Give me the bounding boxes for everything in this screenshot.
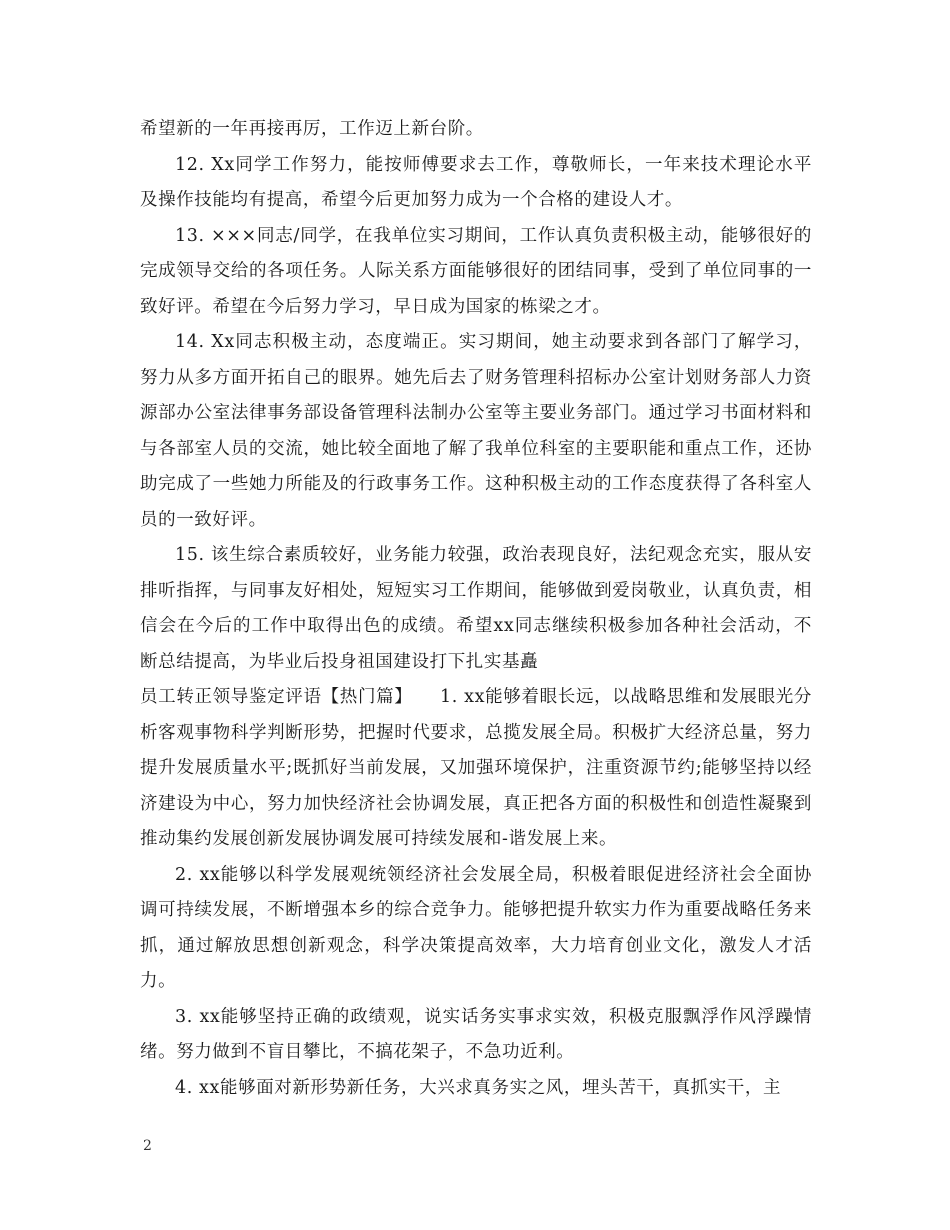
- paragraph-item-15: 15. 该生综合素质较好，业务能力较强，政治表现良好，法纪观念充实，服从安排听指挥，与同事友好相处，短短实习工作期间，能够做到爱岗敬业，认真负责，相信会在今后的工作中取得出色的成绩。希望xx同志继续积极参加各种社会活动，不断总结提高，为毕业后投身祖国建设打下扎实基矗: [140, 545, 812, 672]
- paragraph-item-2: 2. xx能够以科学发展观统领经济社会发展全局，积极着眼促进经济社会全面协调可持续发展，不断增强本乡的综合竞争力。能够把提升软实力作为重要战略任务来抓，通过解放思想创新观念，科学决策提高效率，大力培育创业文化，激发人才活力。: [140, 864, 812, 991]
- paragraph-item-3: 3. xx能够坚持正确的政绩观，说实话务实事求实效，积极克服飘浮作风浮躁情绪。努力做到不盲目攀比，不搞花架子，不急功近利。: [140, 1006, 812, 1062]
- page-number: 2: [143, 1138, 152, 1154]
- paragraph-item-12: 12. Xx同学工作努力，能按师傅要求去工作，尊敬师长，一年来技术理论水平及操作技能均有提高，希望今后更加努力成为一个合格的建设人才。: [140, 154, 812, 210]
- paragraph-item-14: 14. Xx同志积极主动，态度端正。实习期间，她主动要求到各部门了解学习，努力从多方面开拓自己的眼界。她先后去了财务管理科招标办公室计划财务部人力资源部办公室法律事务部设备管理科法制办公室等主要业务部门。通过学习书面材料和与各部室人员的交流，她比较全面地了解了我单位科室的主要职能和重点工作，还协助完成了一些她力所能及的行政事务工作。这种积极主动的工作态度获得了各科室人员的一致好评。: [140, 332, 812, 530]
- document-body: [140, 112, 812, 1106]
- paragraph-item-4: 4. xx能够面对新形势新任务，大兴求真务实之风，埋头苦干，真抓实干，主: [175, 1077, 782, 1098]
- section-heading-paragraph: 员工转正领导鉴定评语【热门篇】 1. xx能够着眼长远，以战略思维和发展眼光分析客观事物科学判断形势，把握时代要求，总揽发展全局。积极扩大经济总量，努力提升发展质量水平;既抓好当前发展，又加强环境保护，注重资源节约;能够坚持以经济建设为中心，努力加快经济社会协调发展，真正把各方面的积极性和创造性凝聚到推动集约发展创新发展协调发展可持续发展和-谐发展上来。: [140, 687, 812, 849]
- paragraph-item-13: 13. ×××同志/同学，在我单位实习期间，工作认真负责积极主动，能够很好的完成领导交给的各项任务。人际关系方面能够很好的团结同事，受到了单位同事的一致好评。希望在今后努力学习，早日成为国家的栋梁之才。: [140, 225, 812, 317]
- paragraph-continuation: 希望新的一年再接再厉，工作迈上新台阶。: [140, 119, 484, 139]
